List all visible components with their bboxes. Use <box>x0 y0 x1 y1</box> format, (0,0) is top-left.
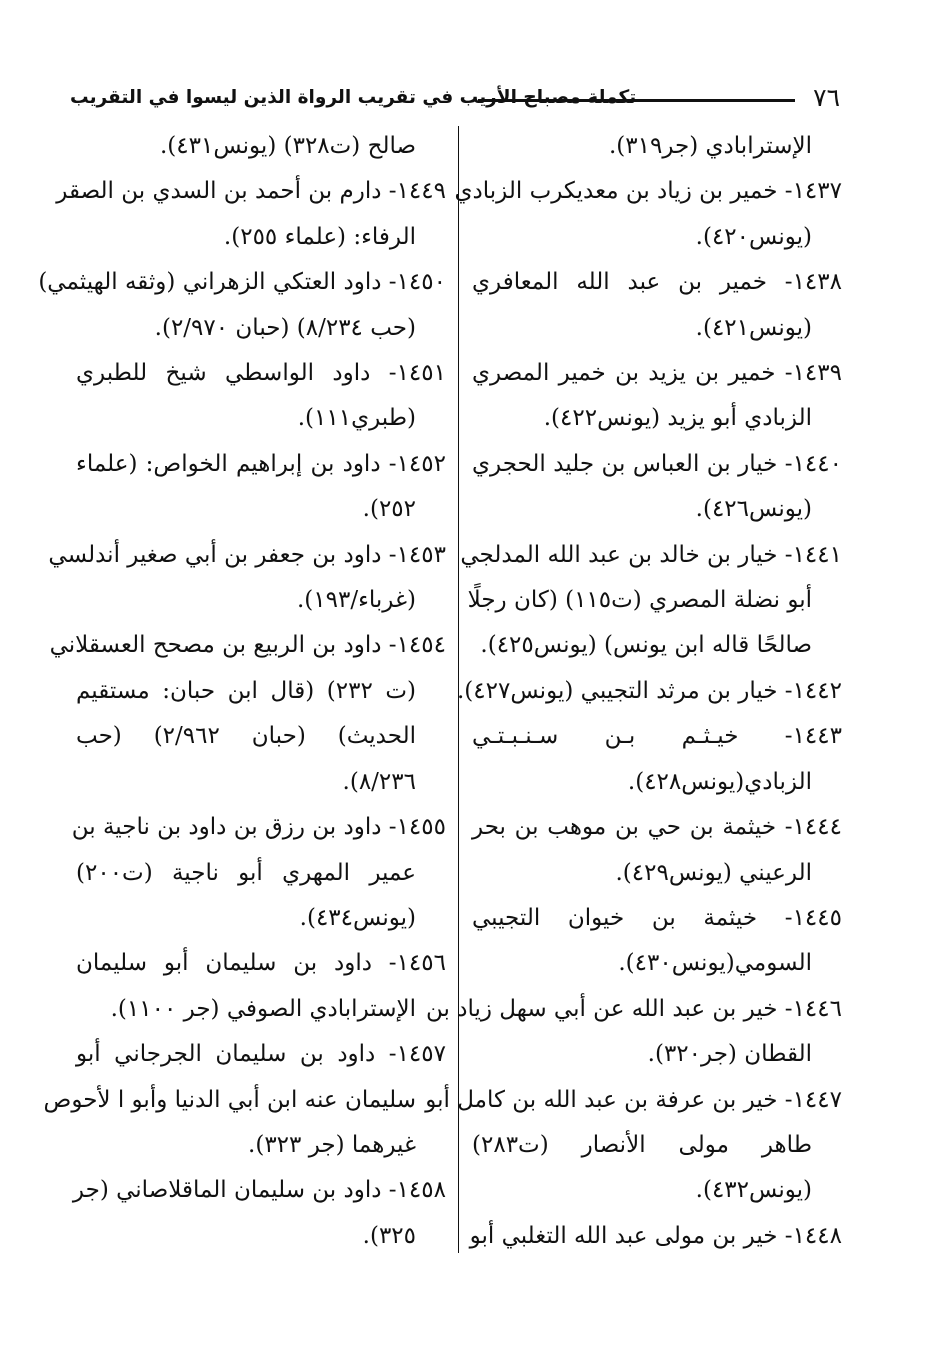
entry-line: ١٤٤٧- خير بن عرفة بن عبد الله بن كامل أبو <box>425 1086 842 1113</box>
entry <box>472 351 842 442</box>
entry <box>426 987 842 1078</box>
entry-line: الرفاء: (علماء ٢٥٥). <box>223 223 416 250</box>
entry-line: الإسترابادي (جر٣١٩). <box>608 133 812 159</box>
entry-line: ١٤٤٦- خير بن عبد الله عن أبي سهل زياد بن <box>426 995 842 1022</box>
entry <box>472 124 842 169</box>
page-number: ٧٦ <box>813 83 840 112</box>
entry-line: أبو نضلة المصري (ت١١٥) (كان رجلًا <box>467 587 812 614</box>
entry-line: ١٤٥٥- داود بن رزق بن داود بن ناجية بن <box>71 814 446 841</box>
entry <box>472 714 842 805</box>
entry-line: طاهر مولى الأنصار (ت٢٨٣) <box>472 1131 812 1158</box>
entry-line: السومي(يونس٤٣٠). <box>618 950 812 977</box>
entry-line: ١٤٤٣- خيـثـم بـن سـنـبـتـي <box>472 723 842 750</box>
entry-line: صالحًا قاله ابن يونس) (يونس٤٢٥). <box>480 632 812 659</box>
entry-line: ٣٢٥). <box>362 1222 416 1249</box>
entry <box>460 533 842 669</box>
entry-line: ٢٥٢). <box>362 496 416 523</box>
entry-line: غيرهما (جر ٣٢٣). <box>248 1131 416 1158</box>
right-column <box>425 124 842 1259</box>
entry-line: ١٤٤١- خيار بن خالد بن عبد الله المدلجي <box>460 541 842 568</box>
entry-line: الإسترابادي الصوفي (جر ١١٠٠). <box>110 995 416 1022</box>
entry-line: ١٤٥٠- داود العتكي الزهراني (وثقه الهيثمي) <box>38 269 446 296</box>
entry <box>48 533 446 624</box>
entry-line: ١٤٥٧- داود بن سليمان الجرجاني أبو <box>76 1041 446 1068</box>
entry <box>472 805 842 896</box>
entry <box>76 124 446 169</box>
entry <box>76 442 446 533</box>
entry-line: ١٤٥٣- داود بن جعفر بن أبي صغير أندلسي <box>48 541 446 568</box>
entry <box>472 442 842 533</box>
entry <box>71 805 446 941</box>
entry-line: عمير المهري أبو ناجية (ت٢٠٠) <box>76 859 416 886</box>
entry-line: (طبري١١١). <box>297 405 416 432</box>
entry-line: الرعيني (يونس٤٢٩). <box>615 859 812 886</box>
entry <box>472 896 842 987</box>
entry-line: ١٤٤٥- خيثمة بن خيوان التجيبي <box>472 904 842 931</box>
entry-line: (يونس٤٣٢). <box>695 1177 812 1204</box>
entry-line: الزبادي أبو يزيد (يونس٤٢٢). <box>543 405 812 432</box>
entry-line: (يونس٤٢٠). <box>695 223 812 250</box>
entry <box>472 260 842 351</box>
entry-line: ١٤٤٤- خيثمة بن حي بن موهب بن بحر <box>472 814 842 841</box>
entry <box>56 169 446 260</box>
entry-line: (غرباء/١٩٣). <box>296 587 416 614</box>
running-title: تكملة مصباح الأريب في تقريب الرواة الذين ليسوا في التقريب <box>70 87 637 108</box>
entry-line: ١٤٥٤- داود بن الربيع بن مصحح العسقلاني <box>49 632 446 659</box>
entry-line: (حب ٨/٢٣٤) (حبان ٢/٩٧٠). <box>154 314 416 341</box>
entry-line: (ت ٢٣٢) (قال ابن حبان: مستقيم <box>76 677 416 704</box>
page-header <box>70 80 840 116</box>
entry-line: (يونس٤٢٦). <box>695 496 812 523</box>
entry <box>469 1214 842 1259</box>
entry-line: ١٤٤٠- خيار بن العباس بن جليد الحجري <box>472 450 842 477</box>
entry <box>43 1032 446 1168</box>
entry <box>38 260 446 351</box>
left-column <box>38 124 446 1259</box>
entry <box>49 623 446 805</box>
entry-line: ١٤٣٨- خمير بن عبد الله المعافري <box>472 269 842 296</box>
entry-line: ١٤٥٦- داود بن سليمان أبو سليمان <box>76 950 446 977</box>
entry-line: (يونس٤٢١). <box>695 314 812 341</box>
entry-line: سليمان عنه ابن أبي الدنيا وأبو ا لأحوص <box>43 1086 416 1113</box>
entry <box>425 1078 842 1214</box>
entry-line: ١٤٥٨- داود بن سليمان الماقلاصاني (جر <box>72 1177 446 1204</box>
entry-line: (يونس٤٣٤). <box>299 904 416 931</box>
entry-line: ١٤٤٢- خيار بن مرثد التجيبي (يونس٤٢٧). <box>457 677 842 704</box>
entry-line: ١٤٥٢- داود بن إبراهيم الخواص: (علماء <box>76 450 446 477</box>
entry-line: الزبادي(يونس٤٢٨). <box>627 768 812 795</box>
entry <box>457 669 842 714</box>
entry-line: ٨/٢٣٦). <box>342 768 416 795</box>
header-rule <box>478 99 795 102</box>
entry <box>76 351 446 442</box>
entry-line: ١٤٥١- داود الواسطي شيخ للطبري <box>76 360 446 387</box>
entry-line: ١٤٤٨- خير بن مولى عبد الله التغلبي أبو <box>469 1222 842 1249</box>
entry-line: الحديث) (حبان ٢/٩٦٢) (حب <box>76 723 416 750</box>
entry-line: ١٤٣٧- خمير بن زياد بن معديكرب الزبادي <box>454 178 842 205</box>
entry-line: ١٤٣٩- خمير بن يزيد بن خمير المصري <box>472 360 842 387</box>
entry <box>72 1168 446 1259</box>
entry-line: ١٤٤٩- دارم بن أحمد بن السدي بن الصقر <box>56 178 446 205</box>
entry <box>76 941 446 1032</box>
entry-line: صالح (ت٣٢٨) (يونس٤٣١). <box>159 133 416 159</box>
entry-line: القطان (جر٣٢٠). <box>647 1041 812 1068</box>
entry <box>454 169 842 260</box>
